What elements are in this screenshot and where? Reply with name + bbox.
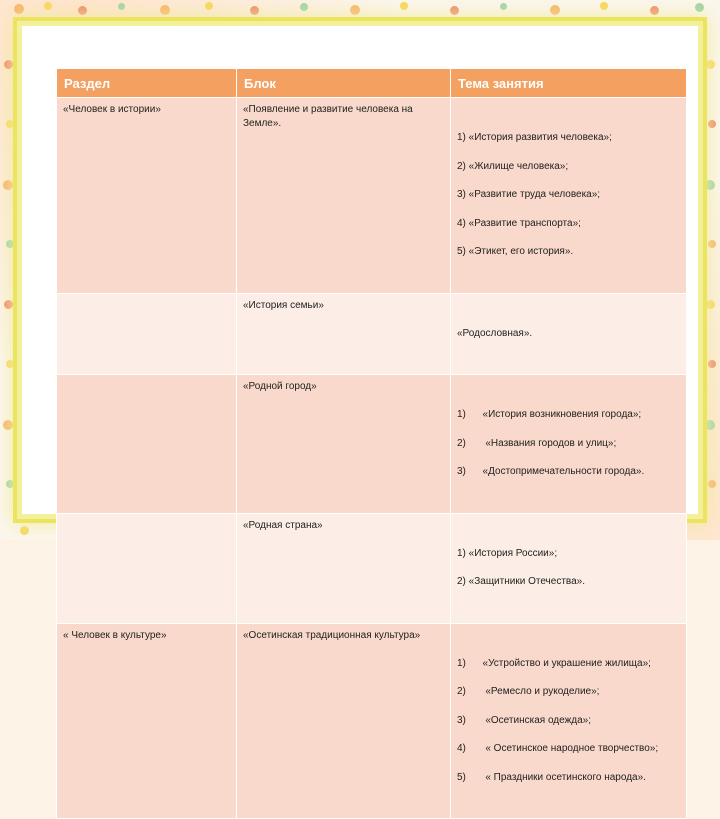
topic-item: 2) «Ремесло и рукоделие»; — [457, 686, 600, 697]
topic-item: 4) «Развитие транспорта»; — [457, 217, 581, 229]
topics-cell — [451, 375, 687, 514]
topics-cell — [451, 513, 687, 623]
topic-item: 2) «Защитники Отечества». — [457, 576, 586, 587]
block-cell: «Родная страна» — [237, 513, 451, 623]
topic-list — [457, 394, 680, 494]
table-row — [57, 513, 687, 623]
section-cell: « Человек в культуре» — [57, 623, 237, 819]
topic-item: 1) «История развития человека»; — [457, 132, 612, 143]
table-header-row — [57, 69, 687, 98]
topic-item: 2) «Названия городов и улиц»; — [457, 437, 617, 449]
header-block: Блок — [237, 69, 451, 98]
table-row — [57, 623, 687, 819]
topic-item: 5) « Праздники осетинского народа». — [457, 771, 646, 783]
topics-cell — [451, 623, 687, 819]
block-cell: «Осетинская традиционная культура» — [237, 623, 451, 819]
topics-cell — [451, 98, 687, 294]
header-section: Раздел — [57, 69, 237, 98]
topics-cell — [451, 293, 687, 375]
topic-item: 4) « Осетинское народное творчество»; — [457, 743, 659, 754]
block-cell: «Появление и развитие человека на Земле». — [237, 98, 451, 294]
topic-item: 1) «Устройство и украшение жилища»; — [457, 657, 651, 669]
topic-list — [457, 117, 680, 274]
topic-item: 3) «Осетинская одежда»; — [457, 714, 591, 726]
header-topic: Тема занятия — [451, 69, 687, 98]
topic-item: «Родословная». — [457, 327, 533, 339]
section-cell — [57, 513, 237, 623]
table-row — [57, 293, 687, 375]
block-cell: «Родной город» — [237, 375, 451, 514]
topic-list — [457, 643, 680, 800]
table-row — [57, 375, 687, 514]
topic-list — [457, 533, 680, 604]
table-row — [57, 98, 687, 294]
topic-item: 5) «Этикет, его история». — [457, 246, 574, 257]
topic-item: 3) «Достопримечательности города». — [457, 466, 645, 477]
topic-item: 1) «История возникновения города»; — [457, 409, 642, 420]
topic-list — [457, 313, 680, 356]
section-cell — [57, 293, 237, 375]
block-cell: «История семьи» — [237, 293, 451, 375]
section-cell — [57, 375, 237, 514]
curriculum-table — [56, 68, 687, 819]
topic-item: 3) «Развитие труда человека»; — [457, 189, 601, 200]
section-cell: «Человек в истории» — [57, 98, 237, 294]
topic-item: 1) «История России»; — [457, 547, 558, 559]
topic-item: 2) «Жилище человека»; — [457, 160, 569, 172]
